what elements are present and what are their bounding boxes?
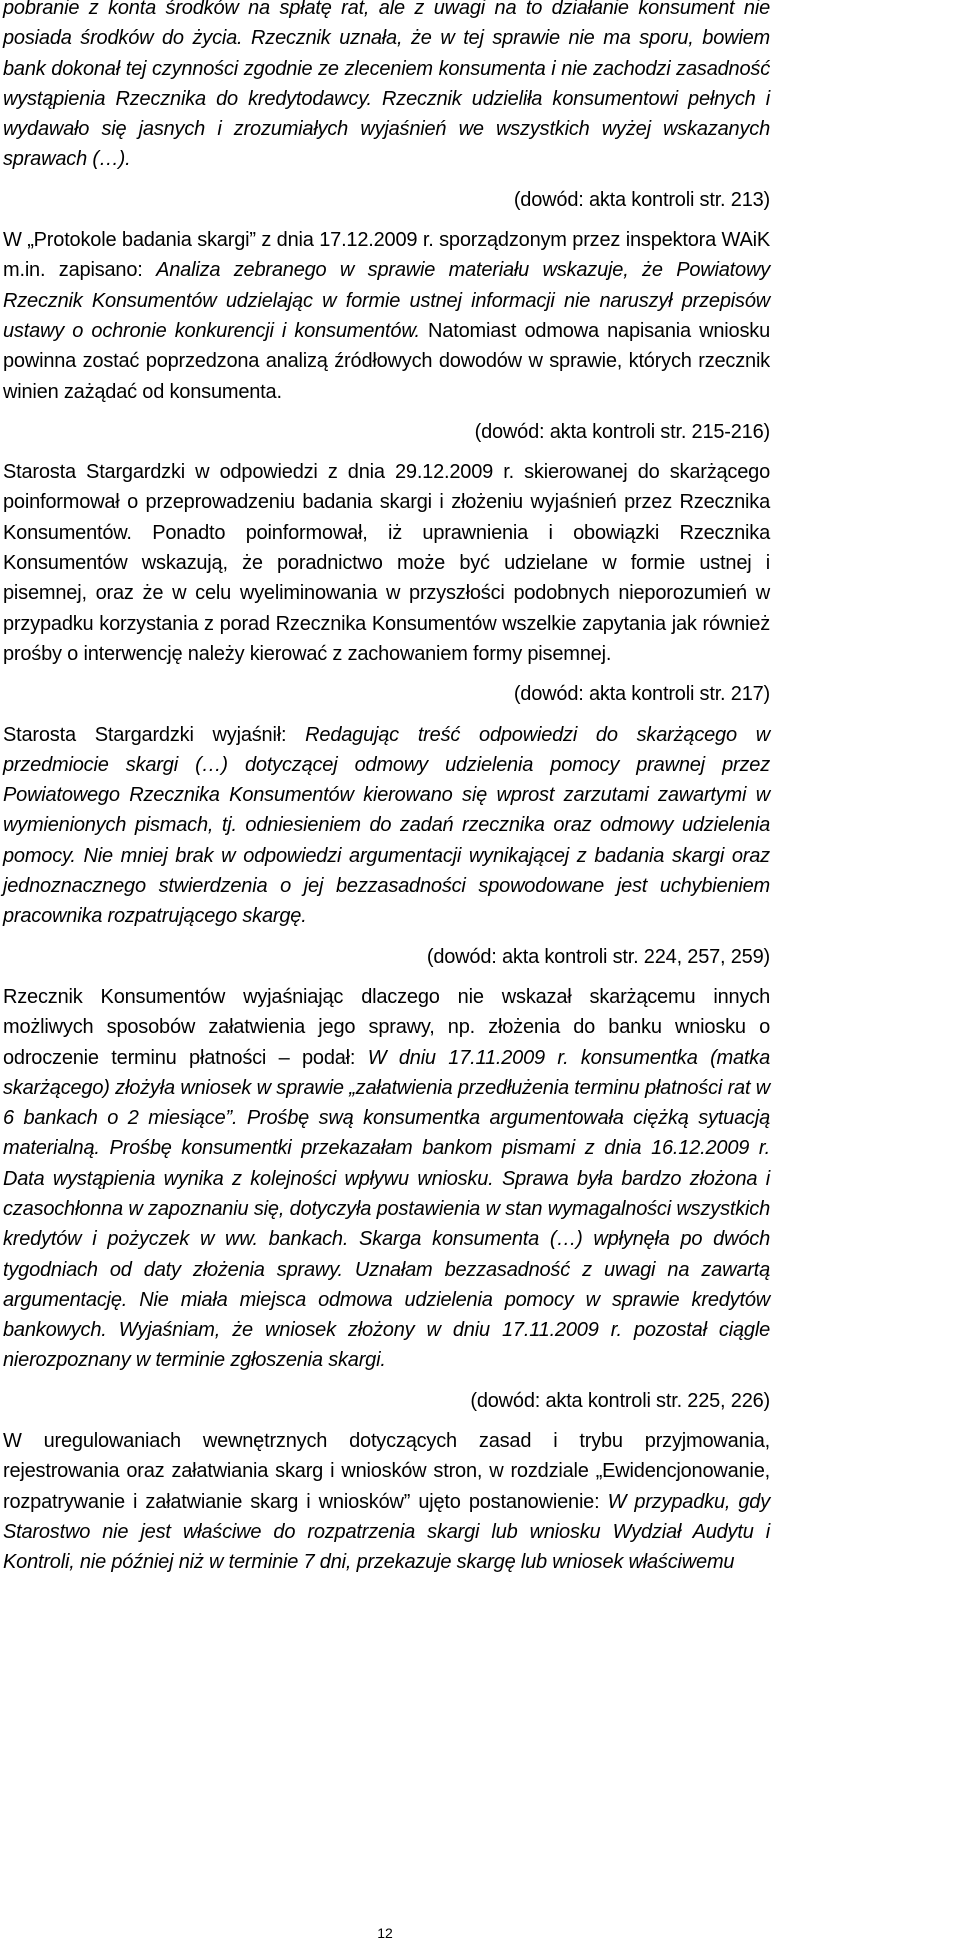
paragraph-3-text: Starosta Stargardzki w odpowiedzi z dnia 29.12.2009 r. skierowanej do skarżącego poinformował o przeprowadzeniu badania skargi i złożeniu wyjaśnień przez Rzecznika Konsumentów. Ponadto poinformował, iż uprawnienia i obowiązki Rzecznika Konsumentów wskazują, że poradnictwo może być udzielane w formie ustnej i pisemnej, oraz że w celu wyeliminowania w przyszłości podobnych nieporozumień w przypadku korzystania z porad Rzecznika Konsumentów wszelkie zapytania jak również prośby o interwencję należy kierować z zachowaniem formy pisemnej. [3, 461, 770, 665]
paragraph-1 [3, 0, 770, 175]
paragraph-1-text: pobranie z konta środków na spłatę rat, ale z uwagi na to działanie konsument nie posiada środków do życia. Rzecznik uznała, że w tej sprawie nie ma sporu, bowiem bank dokonał tej czynności zgodnie ze zleceniem konsumenta i nie zachodzi zasadność wystąpienia Rzecznika do kredytodawcy. Rzecznik udzieliła konsumentowi pełnych i wydawało się jasnych i zrozumiałych wyjaśnień we wszystkich wyżej wskazanych sprawach (…). [3, 0, 770, 171]
paragraph-3 [3, 457, 770, 669]
paragraph-5-quote: W dniu 17.11.2009 r. konsumentka (matka skarżącego) złożyła wniosek w sprawie „załatwienia przedłużenia terminu płatności rat w 6 bankach o 2 miesiące”. Prośbę swą konsumentka argumentowała ciężką sytuacją materialną. Prośbę konsumentki przekazałam bankom pismami z dnia 16.12.2009 r. Data wystąpienia wynika z kolejności wpływu wniosku. Sprawa była bardzo złożona i czasochłonna w zapoznaniu się, dotyczyła postawienia w stan wymagalności wszystkich kredytów i pożyczek w ww. bankach. Skarga konsumenta (…) wpłynęła po dwóch tygodniach od daty złożenia sprawy. Uznałam bezzasadność z uwagi na zawartą argumentację. Nie miała miejsca odmowa udzielenia pomocy w sprawie kredytów bankowych. Wyjaśniam, że wniosek złożony w dniu 17.11.2009 r. pozostał ciągle nierozpoznany w terminie zgłoszenia skargi. [3, 1046, 771, 1372]
evidence-citation-1: (dowód: akta kontroli str. 213) [513, 188, 770, 211]
evidence-citation-3: (dowód: akta kontroli str. 217) [513, 683, 770, 706]
paragraph-4-text: Starosta Stargardzki wyjaśnił: [3, 723, 306, 746]
paragraph-6 [3, 1426, 770, 1577]
paragraph-6-quote: W przypadku, gdy Starostwo nie jest właściwe do rozpatrzenia skargi lub wniosku Wydział Audytu i Kontroli, nie później niż w terminie 7 dni, przekazuje skargę lub wniosek właściwemu [3, 1490, 770, 1574]
paragraph-4 [3, 720, 770, 932]
paragraph-5-text: Rzecznik Konsumentów wyjaśniając dlaczego nie wskazał skarżącemu innych możliwych sposobów załatwienia jego sprawy, np. złożenia do banku wniosku o odroczenie terminu płatności – podał: [3, 985, 770, 1069]
paragraph-2-text-cont: Natomiast odmowa napisania wniosku powinna zostać poprzedzona analizą źródłowych dowodów w sprawie, których rzecznik winien zażądać od konsumenta. [3, 319, 770, 403]
paragraph-6-text: W uregulowaniach wewnętrznych dotyczących zasad i trybu przyjmowania, rejestrowania oraz załatwiania skarg i wniosków stron, w rozdziale „Ewidencjonowanie, rozpatrywanie i załatwianie skarg i wniosków” ujęto postanowienie: [3, 1430, 770, 1513]
paragraph-2-text: W „Protokole badania skargi” z dnia 17.12.2009 r. sporządzonym przez inspektora WAiK m.in. zapisano: [3, 229, 770, 282]
evidence-citation-2: (dowód: akta kontroli str. 215-216) [474, 420, 770, 443]
paragraph-5 [3, 982, 770, 1376]
paragraph-2 [3, 225, 770, 407]
paragraph-4-quote: Redagując treść odpowiedzi do skarżącego w przedmiocie skargi (…) dotyczącej odmowy udzielenia pomocy prawnej przez Powiatowego Rzecznika Konsumentów kierowano się wprost zarzutami zawartymi w wymienionych pismach, tj. odniesieniem do zadań rzecznika oraz odmowy udzielenia pomocy. Nie mniej brak w odpowiedzi argumentacji wynikającej z badania skargi oraz jednoznacznego stwierdzenia o jej bezzasadności spowodowane jest uchybieniem pracownika rozpatrującego skargę. [3, 723, 770, 928]
paragraph-2-quote: Analiza zebranego w sprawie materiału wskazuje, że Powiatowy Rzecznik Konsumentów udzielając w formie ustnej informacji nie naruszył przepisów ustawy o ochronie konkurencji i konsumentów. [3, 259, 770, 342]
page-body [3, 0, 770, 1578]
evidence-citation-4: (dowód: akta kontroli str. 224, 257, 259) [426, 945, 770, 968]
page-number: 12 [377, 1925, 393, 1941]
evidence-citation-5: (dowód: akta kontroli str. 225, 226) [470, 1389, 770, 1412]
